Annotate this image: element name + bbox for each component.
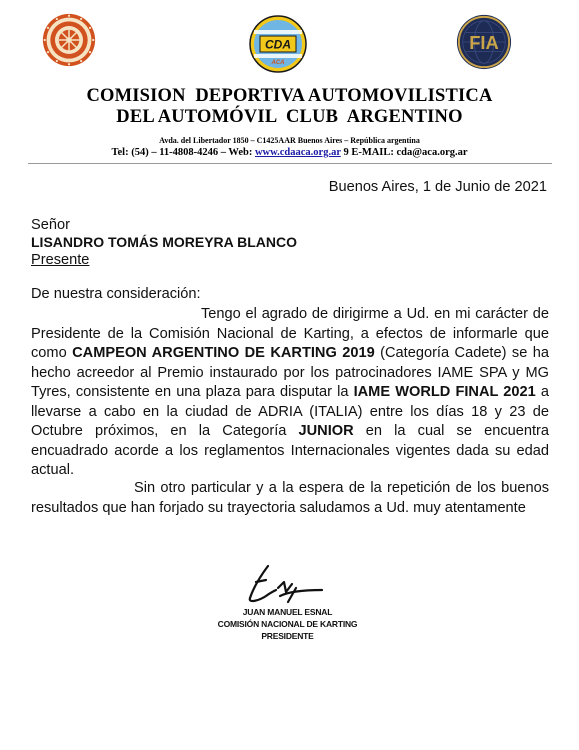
header-divider <box>28 163 552 164</box>
paragraph-1-text-3: a llevarse a cabo en la ciudad de ADRIA (ITALIA) entre los días 18 y 23 de Octubre próximos, en la Categoría <box>31 384 549 439</box>
handwritten-signature <box>226 558 346 608</box>
letter-date: Buenos Aires, 1 de Junio de 2021 <box>328 179 547 195</box>
paragraph-1-text-2: (Categoría Cadete) se ha hecho acreedor al Premio instaurado por los patrocinadores IAME SPA y MG Tyres, consistente en una plaza para disputar la <box>31 345 549 400</box>
signature-block <box>200 606 375 642</box>
paragraph-1-bold-category: JUNIOR <box>298 423 354 439</box>
website-link[interactable]: www.cdaaca.org.ar <box>254 147 341 158</box>
signatory-role-line-1: COMISIÓN NACIONAL DE KARTING <box>217 619 358 629</box>
paragraph-1-bold-event: IAME WORLD FINAL 2021 <box>353 384 536 400</box>
organization-title <box>0 86 579 128</box>
automovil-club-argentino-seal-icon <box>41 12 97 68</box>
contact-phone: Tel: (54) – 11-4808-4246 – Web: <box>111 147 255 158</box>
aca-seal-logo <box>41 12 97 68</box>
cda-logo-icon <box>248 14 308 74</box>
organization-contact <box>0 147 579 158</box>
organization-title-line-2: DEL AUTOMÓVIL CLUB ARGENTINO <box>116 107 463 127</box>
organization-address: Avda. del Libertador 1850 – C1425AAR Buenos Aires – República argentina <box>159 136 420 145</box>
svg-text:FIA: FIA <box>469 31 499 53</box>
signatory-name: JUAN MANUEL ESNAL <box>242 607 333 617</box>
body-paragraph-2: Sin otro particular y a la espera de la repetición de los buenos resultados que han forjado su trayectoria saludamos a Ud. muy atentamente <box>31 480 549 516</box>
cda-logo <box>248 14 308 74</box>
recipient-name: LISANDRO TOMÁS MOREYRA BLANCO <box>31 234 297 250</box>
svg-text:ACA: ACA <box>271 60 285 66</box>
contact-email: 9 E-MAIL: cda@aca.org.ar <box>340 147 468 158</box>
paragraph-1-text-4: en la cual se encuentra encuadrado acorde a los reglamentos Internacionales vigentes dada su edad actual. <box>31 423 549 478</box>
paragraph-1-text-1: Tengo el agrado de dirigirme a Ud. en mi carácter de Presidente de la Comisión Nacional de Karting, a efectos de informarle que como <box>31 306 549 361</box>
body-paragraph-1 <box>31 305 549 481</box>
fia-logo <box>455 13 513 71</box>
salutation: Señor <box>31 217 70 233</box>
greeting: De nuestra consideración: <box>31 286 201 302</box>
signatory-role-line-2: PRESIDENTE <box>261 631 314 641</box>
paragraph-1-bold-champion: CAMPEON ARGENTINO DE KARTING 2019 <box>72 345 375 361</box>
signature-icon <box>226 558 346 608</box>
fia-logo-icon <box>455 13 513 71</box>
organization-title-line-1: COMISION DEPORTIVA AUTOMOVILISTICA <box>86 86 493 106</box>
svg-text:CDA: CDA <box>265 37 291 52</box>
presente-label: Presente <box>31 252 90 268</box>
